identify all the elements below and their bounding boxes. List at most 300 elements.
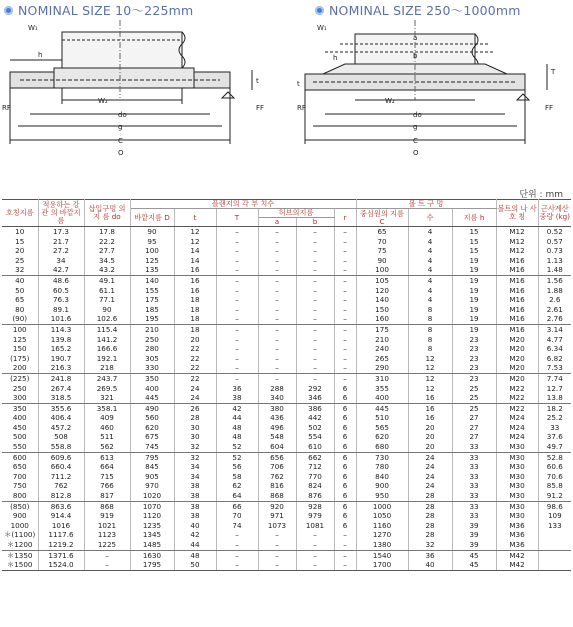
table-cell: – — [296, 314, 334, 324]
table-cell: 310 — [356, 373, 408, 383]
table-cell: 25 — [452, 403, 496, 413]
table-cell: – — [258, 227, 296, 237]
table-cell: 40 — [2, 275, 38, 285]
table-cell: ＊1200 — [2, 540, 38, 550]
table-cell: 15 — [452, 227, 496, 237]
table-cell: 6 — [334, 521, 356, 531]
table-cell: – — [216, 324, 258, 334]
th-r: r — [334, 209, 356, 227]
table-cell: 4 — [408, 256, 452, 266]
table-cell — [538, 550, 571, 560]
table-cell: 210 — [356, 335, 408, 345]
table-cell: 48 — [174, 550, 216, 560]
table-cell: 190.7 — [38, 354, 84, 364]
th-t: t — [174, 209, 216, 227]
table-cell: 19 — [452, 295, 496, 305]
table-row — [2, 373, 571, 383]
table-cell: 241.8 — [38, 373, 84, 383]
table-cell: 140 — [356, 295, 408, 305]
bullet-icon — [4, 6, 13, 15]
table-cell: 175 — [356, 324, 408, 334]
label-o: O — [118, 149, 124, 157]
table-cell: – — [296, 246, 334, 256]
table-cell: 70 — [356, 237, 408, 247]
table-cell: 457.2 — [38, 423, 84, 433]
table-cell: 20 — [408, 442, 452, 452]
table-cell: 18 — [174, 305, 216, 315]
table-cell: 74 — [216, 521, 258, 531]
table-cell: 355 — [356, 384, 408, 394]
table-cell: – — [258, 314, 296, 324]
table-cell: 23 — [452, 363, 496, 373]
table-cell: M42 — [496, 560, 538, 570]
table-cell: 40 — [408, 560, 452, 570]
table-cell: 4 — [408, 295, 452, 305]
table-cell: 33 — [452, 452, 496, 462]
label-t: t — [297, 80, 300, 88]
table-cell: 1123 — [84, 530, 130, 540]
label-w2: W₂ — [98, 97, 108, 105]
table-cell: M12 — [496, 246, 538, 256]
table-cell: 33 — [452, 511, 496, 521]
table-cell: 38 — [216, 393, 258, 403]
table-cell: 165.2 — [38, 344, 84, 354]
table-cell: 650 — [2, 462, 38, 472]
table-cell: 490 — [130, 403, 174, 413]
table-cell: 89.1 — [38, 305, 84, 315]
table-cell: 330 — [130, 363, 174, 373]
table-cell: 12 — [174, 237, 216, 247]
table-cell: 565 — [356, 423, 408, 433]
table-cell: 10 — [2, 227, 38, 237]
table-cell: 66 — [216, 501, 258, 511]
table-cell: 13.8 — [538, 393, 571, 403]
table-cell: 70 — [216, 511, 258, 521]
table-cell: 350 — [130, 373, 174, 383]
table-cell: 4 — [408, 227, 452, 237]
table-cell: 900 — [356, 481, 408, 491]
table-cell: 23 — [452, 335, 496, 345]
label-T: T — [551, 68, 556, 76]
table-cell: 8 — [408, 335, 452, 345]
table-cell: 905 — [130, 472, 174, 482]
table-cell: – — [258, 295, 296, 305]
table-cell: – — [258, 305, 296, 315]
table-row — [2, 286, 571, 296]
table-cell: 18 — [174, 314, 216, 324]
table-cell: (90) — [2, 314, 38, 324]
table-cell: 950 — [356, 491, 408, 501]
table-cell: – — [84, 560, 130, 570]
table-cell: 780 — [356, 462, 408, 472]
table-cell: 1.48 — [538, 265, 571, 275]
table-cell: M36 — [496, 540, 538, 550]
table-cell: M36 — [496, 521, 538, 531]
table-cell: 15 — [452, 246, 496, 256]
table-cell: – — [258, 275, 296, 285]
label-g: g — [118, 123, 123, 131]
table-cell: 812.8 — [38, 491, 84, 501]
table-cell: 550 — [2, 442, 38, 452]
table-cell: – — [258, 237, 296, 247]
table-cell: – — [296, 560, 334, 570]
table-cell: 290 — [356, 363, 408, 373]
table-cell: – — [216, 363, 258, 373]
table-cell: M24 — [496, 432, 538, 442]
th-bolt-group: 볼 트 구 멍 — [356, 200, 496, 209]
table-cell: 60.6 — [546, 462, 563, 472]
table-cell: M30 — [496, 462, 538, 472]
table-cell: M30 — [496, 472, 538, 482]
table-cell: 32 — [2, 265, 38, 275]
table-cell: 816 — [258, 481, 296, 491]
table-cell: 64 — [216, 491, 258, 501]
table-cell: 16 — [408, 393, 452, 403]
table-cell: – — [334, 237, 356, 247]
table-cell: 42 — [216, 403, 258, 413]
table-cell: – — [216, 354, 258, 364]
table-cell: 1050 — [356, 511, 408, 521]
table-cell: 554 — [296, 432, 334, 442]
table-cell: 19 — [452, 265, 496, 275]
table-cell: – — [296, 227, 334, 237]
table-cell: 305 — [130, 354, 174, 364]
table-cell: 216.3 — [38, 363, 84, 373]
table-row — [2, 354, 571, 364]
th-hole: 지름 h — [452, 209, 496, 227]
table-cell: 560 — [130, 413, 174, 423]
table-cell: 445 — [130, 393, 174, 403]
table-cell: 300 — [2, 393, 38, 403]
table-cell: 12 — [174, 227, 216, 237]
table-cell: M24 — [496, 413, 538, 423]
table-row — [2, 227, 571, 237]
flange-drawing-large — [295, 20, 570, 180]
table-cell: 762 — [38, 481, 84, 491]
table-cell: 511 — [84, 432, 130, 442]
table-cell: ＊1350 — [2, 550, 38, 560]
table-cell: – — [334, 314, 356, 324]
table-cell: 22 — [174, 373, 216, 383]
table-cell: 318.5 — [38, 393, 84, 403]
table-cell: 6.34 — [546, 344, 563, 354]
table-cell: 620 — [130, 423, 174, 433]
table-cell: 48 — [216, 423, 258, 433]
table-cell: 8 — [408, 314, 452, 324]
table-cell: 664 — [84, 462, 130, 472]
table-cell: 27 — [452, 423, 496, 433]
table-cell: 863.6 — [38, 501, 84, 511]
table-cell: 712 — [296, 462, 334, 472]
table-cell: 18 — [174, 324, 216, 334]
table-cell: 39 — [452, 530, 496, 540]
table-cell: M20 — [496, 335, 538, 345]
table-cell: – — [216, 237, 258, 247]
table-cell: 1000 — [2, 521, 38, 531]
table-cell: 240 — [356, 344, 408, 354]
table-cell: 48.6 — [38, 275, 84, 285]
table-cell: M30 — [496, 501, 538, 511]
table-cell: 0.73 — [546, 246, 563, 256]
table-cell: 109 — [547, 511, 562, 521]
th-T: T — [216, 209, 258, 227]
table-cell: 6 — [334, 432, 356, 442]
table-cell: – — [296, 286, 334, 296]
table-cell: 76.3 — [38, 295, 84, 305]
table-cell: 6 — [334, 452, 356, 462]
table-cell: 98.6 — [546, 501, 563, 511]
table-cell: 1380 — [356, 540, 408, 550]
table-cell: 656 — [258, 452, 296, 462]
table-cell: – — [258, 256, 296, 266]
table-cell: 139.8 — [38, 335, 84, 345]
table-cell: 125 — [2, 335, 38, 345]
table-cell: 450 — [2, 423, 38, 433]
heading-left — [4, 2, 193, 18]
table-cell: 62 — [216, 481, 258, 491]
table-cell: 386 — [296, 403, 334, 413]
table-cell: 24 — [174, 384, 216, 394]
table-cell: – — [296, 237, 334, 247]
table-cell: 6 — [334, 384, 356, 394]
table-cell: 16 — [174, 286, 216, 296]
table-cell: 50 — [174, 560, 216, 570]
table-cell: 60.5 — [38, 286, 84, 296]
table-row — [2, 324, 571, 334]
table-cell — [538, 530, 571, 540]
table-cell: 350 — [2, 403, 38, 413]
table-cell: 34 — [174, 462, 216, 472]
table-cell: – — [258, 540, 296, 550]
table-cell: M22 — [496, 393, 538, 403]
table-cell: – — [296, 373, 334, 383]
table-cell: 75 — [356, 246, 408, 256]
table-cell: 100 — [356, 265, 408, 275]
table-cell: 28 — [408, 491, 452, 501]
table-cell: 26 — [174, 403, 216, 413]
table-cell: 210 — [130, 324, 174, 334]
table-cell: 33 — [452, 481, 496, 491]
table-cell: 25 — [452, 384, 496, 394]
table-cell: 20 — [174, 335, 216, 345]
th-flange-od: 바깥지름 D — [130, 209, 174, 227]
table-cell: M20 — [496, 344, 538, 354]
table-cell: 436 — [258, 413, 296, 423]
table-cell: 34 — [174, 472, 216, 482]
table-cell: – — [216, 295, 258, 305]
table-cell: 36 — [216, 384, 258, 394]
table-cell: – — [334, 373, 356, 383]
table-cell: 140 — [130, 275, 174, 285]
table-cell: – — [258, 246, 296, 256]
table-cell: M30 — [496, 442, 538, 452]
table-cell: 900 — [2, 511, 38, 521]
table-cell: 971 — [258, 511, 296, 521]
bullet-icon — [315, 6, 324, 15]
table-cell: 105 — [356, 275, 408, 285]
table-row — [2, 295, 571, 305]
table-cell: – — [296, 540, 334, 550]
table-row — [2, 314, 571, 324]
table-cell: 750 — [2, 481, 38, 491]
table-cell: M42 — [496, 550, 538, 560]
table-cell: – — [334, 227, 356, 237]
table-cell: M22 — [496, 384, 538, 394]
table-cell: 50 — [2, 286, 38, 296]
table-cell: 868 — [258, 491, 296, 501]
table-cell: 125 — [130, 256, 174, 266]
table-cell: 19 — [452, 305, 496, 315]
table-cell: 15 — [2, 237, 38, 247]
table-cell: ＊(1100) — [2, 530, 38, 540]
table-row — [2, 393, 571, 403]
table-cell: 6 — [334, 481, 356, 491]
table-row — [2, 560, 571, 570]
table-cell: 6 — [334, 423, 356, 433]
table-cell: 19 — [452, 256, 496, 266]
label-w1: W₁ — [28, 24, 38, 32]
table-cell: 4 — [408, 275, 452, 285]
table-cell: 460 — [84, 423, 130, 433]
table-cell: 1.13 — [546, 255, 563, 265]
table-cell: – — [216, 227, 258, 237]
label-g: g — [413, 123, 418, 131]
table-cell: – — [216, 275, 258, 285]
table-cell: 25.2 — [546, 413, 563, 423]
table-cell: 37.6 — [546, 432, 563, 442]
table-cell: 38 — [174, 501, 216, 511]
table-cell: – — [216, 344, 258, 354]
table-cell: 32 — [174, 452, 216, 462]
table-row — [2, 501, 571, 511]
table-cell: 95 — [130, 237, 174, 247]
table-cell: 38 — [174, 481, 216, 491]
table-cell: 2.61 — [546, 304, 563, 314]
table-cell: 90 — [84, 305, 130, 315]
table-cell: 45 — [452, 550, 496, 560]
label-w1: W₁ — [317, 24, 327, 32]
table-cell: 39 — [452, 540, 496, 550]
table-cell: 6 — [334, 501, 356, 511]
table-row — [2, 237, 571, 247]
table-cell: – — [216, 265, 258, 275]
table-cell: 1070 — [130, 501, 174, 511]
label-h: h — [38, 51, 43, 59]
table-cell: 4 — [408, 246, 452, 256]
table-cell: (850) — [2, 501, 38, 511]
table-cell: 1345 — [130, 530, 174, 540]
table-cell: – — [216, 305, 258, 315]
table-cell: 609.6 — [38, 452, 84, 462]
table-cell: 502 — [296, 423, 334, 433]
table-cell: 243.7 — [84, 373, 130, 383]
table-row — [2, 246, 571, 256]
table-cell: 114.3 — [38, 324, 84, 334]
table-cell: – — [296, 354, 334, 364]
table-cell: 340 — [258, 393, 296, 403]
table-cell: 662 — [296, 452, 334, 462]
table-cell: 52.8 — [546, 452, 563, 462]
table-cell: 321 — [84, 393, 130, 403]
table-cell: 34.5 — [84, 256, 130, 266]
table-cell: M16 — [496, 305, 538, 315]
table-cell: 4 — [408, 265, 452, 275]
table-cell: 409 — [84, 413, 130, 423]
table-cell: 33 — [452, 501, 496, 511]
table-cell: 70.6 — [546, 471, 563, 481]
table-cell: 4 — [408, 237, 452, 247]
table-cell: – — [296, 295, 334, 305]
table-cell: 1073 — [258, 521, 296, 531]
table-cell: 44 — [216, 413, 258, 423]
table-cell: 30 — [174, 432, 216, 442]
table-cell: 1225 — [84, 540, 130, 550]
label-ff: FF — [545, 104, 554, 112]
table-cell: 38 — [174, 491, 216, 501]
table-cell: 42 — [174, 530, 216, 540]
table-cell: 52 — [216, 442, 258, 452]
table-cell: 25 — [2, 256, 38, 266]
label-do: do — [413, 111, 422, 119]
table-row — [2, 344, 571, 354]
table-cell: 115.4 — [84, 324, 130, 334]
table-cell: M20 — [496, 363, 538, 373]
table-cell: – — [216, 373, 258, 383]
th-nominal: 호칭지름 — [2, 200, 38, 227]
table-cell: 12 — [408, 354, 452, 364]
table-cell: 22 — [174, 354, 216, 364]
table-row — [2, 432, 571, 442]
table-row — [2, 256, 571, 266]
table-cell: 1235 — [130, 521, 174, 531]
table-cell: 19 — [452, 314, 496, 324]
table-row — [2, 363, 571, 373]
table-cell: 33 — [452, 442, 496, 452]
table-row — [2, 265, 571, 275]
table-cell: – — [216, 256, 258, 266]
table-cell: 730 — [356, 452, 408, 462]
table-cell: 0.52 — [546, 227, 563, 236]
table-row — [2, 472, 571, 482]
table-cell: 135 — [130, 265, 174, 275]
table-cell: 85.8 — [546, 481, 563, 491]
table-body — [2, 227, 571, 571]
table-cell: 100 — [2, 324, 38, 334]
table-cell: 400 — [356, 393, 408, 403]
table-cell: – — [334, 275, 356, 285]
table-cell: 610 — [296, 442, 334, 452]
table-cell: 6 — [334, 491, 356, 501]
table-cell: 1160 — [356, 521, 408, 531]
table-cell: M16 — [496, 256, 538, 266]
table-cell: 23 — [452, 373, 496, 383]
table-cell: M30 — [496, 491, 538, 501]
table-cell: – — [334, 335, 356, 345]
table-cell: 876 — [296, 491, 334, 501]
label-b: b — [413, 52, 418, 60]
table-cell: 44 — [174, 540, 216, 550]
table-cell: 269.5 — [84, 384, 130, 394]
table-cell: – — [258, 265, 296, 275]
heading-left-text: NOMINAL SIZE 10～225mm — [18, 3, 194, 18]
table-cell: 150 — [2, 344, 38, 354]
table-row — [2, 305, 571, 315]
table-cell: 12 — [408, 384, 452, 394]
table-cell: – — [334, 344, 356, 354]
table-cell: – — [334, 363, 356, 373]
table-cell: 45 — [452, 560, 496, 570]
table-cell: 218 — [84, 363, 130, 373]
